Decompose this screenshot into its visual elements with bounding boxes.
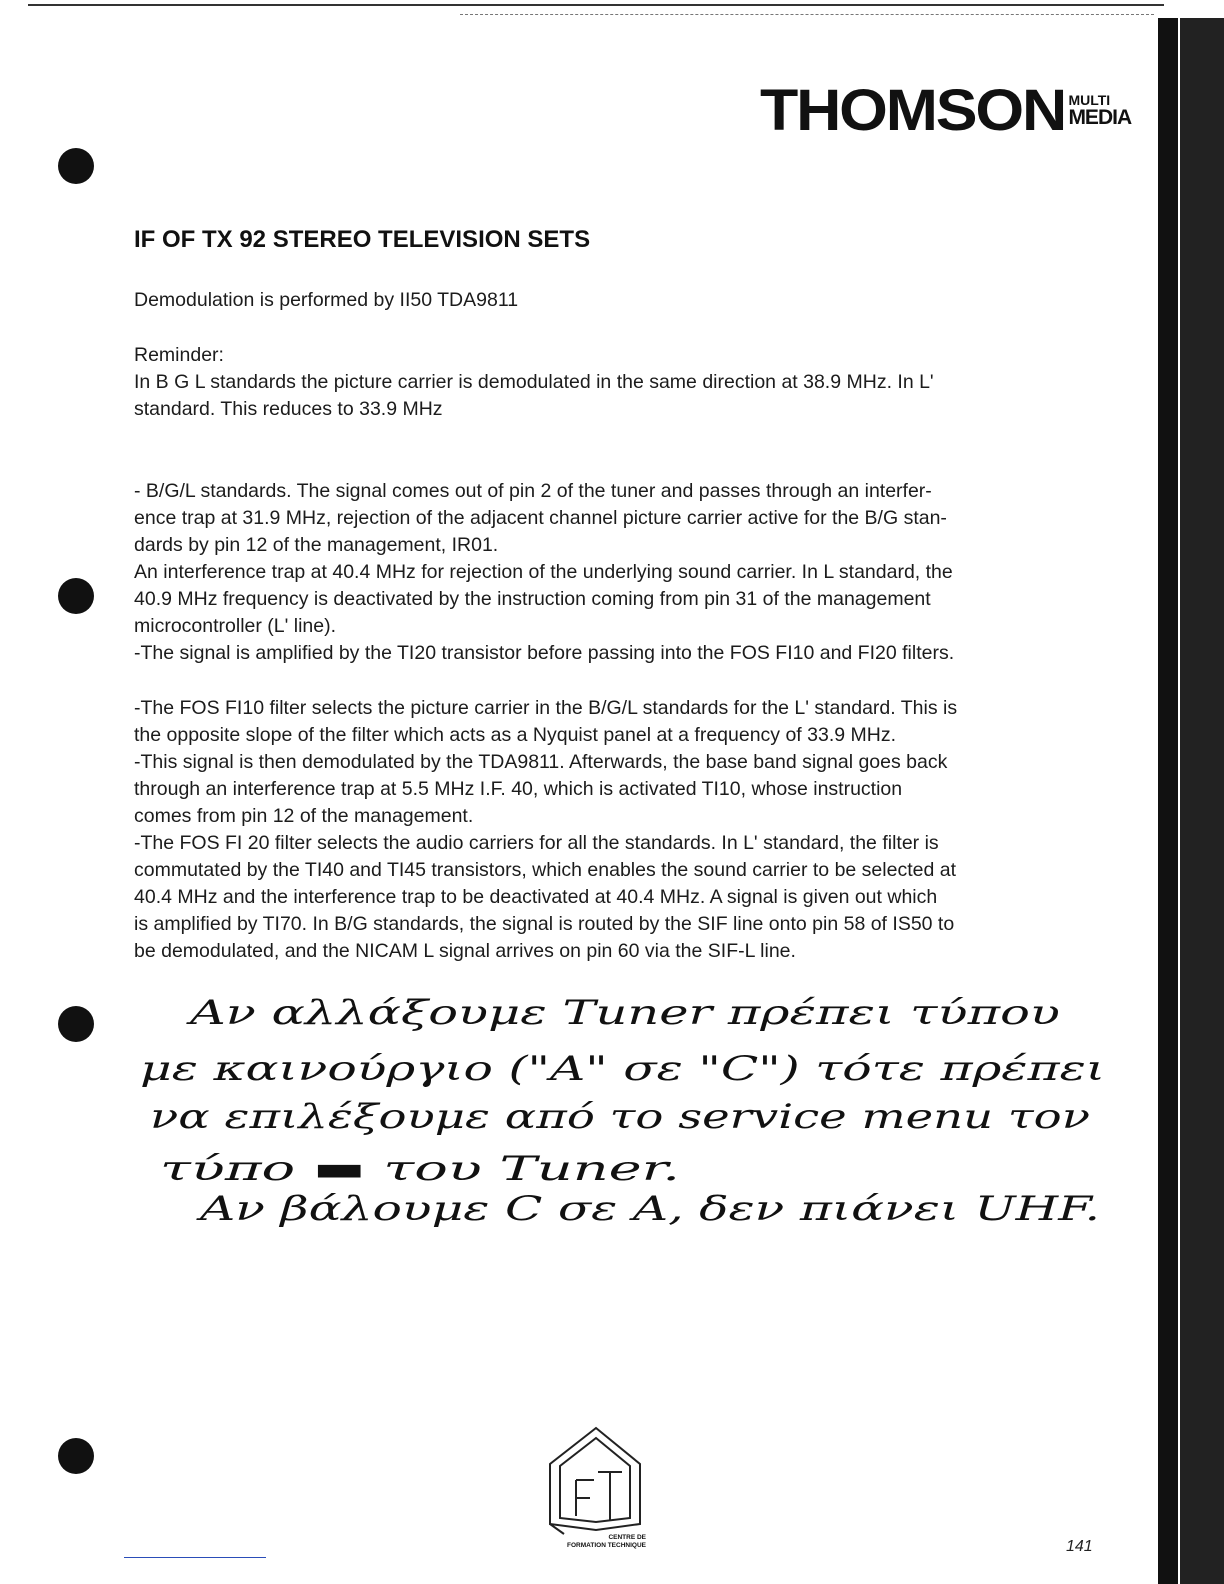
cft-logo-caption	[536, 1534, 646, 1550]
handwritten-line: Αν αλλάξουμε Tuner πρέπει τύπου	[185, 993, 1061, 1033]
handwritten-line: με καινούργιο ("Α" σε "C") τότε πρέπει	[140, 1049, 1105, 1089]
brand-sub-bottom: MEDIA	[1068, 105, 1132, 129]
text-line: standard. This reduces to 33.9 MHz	[134, 398, 443, 420]
scan-top-dashed-rule	[460, 14, 1154, 16]
cft-caption-line1: CENTRE DE	[608, 1534, 646, 1541]
paragraph-fos-filters	[134, 695, 1104, 965]
text-line: - B/G/L standards. The signal comes out of pin 2 of the tuner and passes through an interfer-	[134, 480, 932, 502]
brand-sub-top: MULTI	[1068, 91, 1111, 108]
handwritten-line: Αν βάλουμε C σε Α, δεν πιάνει UHF.	[195, 1189, 1101, 1229]
brand-sub	[1068, 93, 1131, 128]
text-line: -This signal is then demodulated by the TDA9811. Afterwards, the base band signal goes back	[134, 751, 948, 773]
text-line: In B G L standards the picture carrier is demodulated in the same direction at 38.9 MHz. In L'	[134, 371, 934, 393]
punch-hole-3	[58, 1006, 94, 1042]
footnote-rule	[124, 1557, 266, 1558]
handwritten-line: τύπο ▬ του Tuner.	[160, 1149, 680, 1189]
text-line: -The FOS FI10 filter selects the picture carrier in the B/G/L standards for the L' standard. This is	[134, 697, 958, 719]
text-line: Demodulation is performed by II50 TDA9811	[134, 289, 519, 311]
page-number: 141	[1066, 1538, 1093, 1555]
text-line: through an interference trap at 5.5 MHz I.F. 40, which is activated TI10, whose instruction	[134, 778, 903, 800]
paragraph-reminder	[134, 342, 1104, 423]
document-title: IF OF TX 92 STEREO TELEVISION SETS	[134, 226, 591, 253]
scan-top-rule	[28, 4, 1164, 6]
text-line: 40.4 MHz and the interference trap to be deactivated at 40.4 MHz. A signal is given out which	[134, 886, 938, 908]
punch-hole-2	[58, 578, 94, 614]
scan-binding-edge	[1152, 18, 1224, 1584]
text-line: An interference trap at 40.4 MHz for rejection of the underlying sound carrier. In L standard, the	[134, 561, 953, 583]
text-line: the opposite slope of the filter which acts as a Nyquist panel at a frequency of 33.9 MHz.	[134, 724, 897, 746]
cft-caption-line2: FORMATION TECHNIQUE	[567, 1542, 646, 1549]
text-line: microcontroller (L' line).	[134, 615, 337, 637]
handwritten-line: να επιλέξουμε από το service menu τον	[150, 1097, 1090, 1137]
text-line: -The FOS FI 20 filter selects the audio carriers for all the standards. In L' standard, the filter is	[134, 832, 939, 854]
paragraph-bgl-standards	[134, 478, 1104, 667]
text-line: ence trap at 31.9 MHz, rejection of the adjacent channel picture carrier active for the B/G stan-	[134, 507, 947, 529]
text-line: Reminder:	[134, 344, 224, 366]
text-line: commutated by the TI40 and TI45 transistors, which enables the sound carrier to be selected at	[134, 859, 956, 881]
thomson-multimedia-logo	[760, 77, 1132, 143]
text-line: be demodulated, and the NICAM L signal arrives on pin 60 via the SIF-L line.	[134, 940, 796, 962]
brand-name: THOMSON	[760, 77, 1066, 143]
text-line: 40.9 MHz frequency is deactivated by the instruction coming from pin 31 of the management	[134, 588, 931, 610]
handwritten-note	[140, 980, 1120, 1240]
text-line: dards by pin 12 of the management, IR01.	[134, 534, 499, 556]
text-line: is amplified by TI70. In B/G standards, the signal is routed by the SIF line onto pin 58 of IS50 to	[134, 913, 955, 935]
text-line: comes from pin 12 of the management.	[134, 805, 474, 827]
paragraph-demodulation	[134, 287, 1104, 314]
punch-hole-4	[58, 1438, 94, 1474]
text-line: -The signal is amplified by the TI20 transistor before passing into the FOS FI10 and FI20 filters.	[134, 642, 955, 664]
punch-hole-1	[58, 148, 94, 184]
